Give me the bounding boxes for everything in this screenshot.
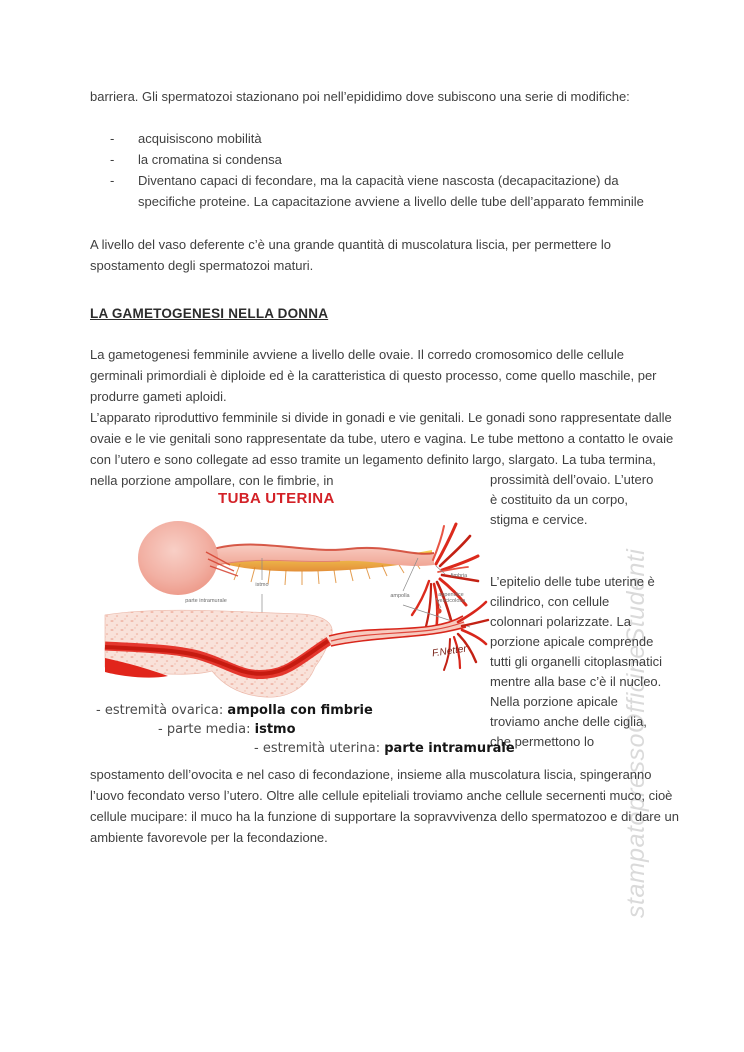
figure-title: TUBA UTERINA — [218, 490, 335, 507]
caption-prefix: - parte media: — [158, 722, 255, 737]
watermark-text: stampatopressoOfficineStudenti — [622, 548, 650, 918]
bullet-text: acquisiscono mobilità — [138, 131, 262, 146]
figure-label-ampolla: ampolla — [390, 593, 410, 599]
caption-term: istmo — [254, 722, 296, 737]
figure-label-appendice-vescicolosa: appendice vescicolosa — [436, 592, 466, 604]
paragraph-epididimo: barriera. Gli spermatozoi stazionano poi nell’epididimo dove subiscono una serie di modifiche: — [90, 89, 630, 104]
figure-captions — [96, 701, 515, 758]
bullet-list — [90, 128, 650, 212]
caption-prefix: - estremità uterina: — [254, 741, 385, 756]
caption-parte-media — [158, 720, 515, 739]
paragraph-gametogenesi — [90, 344, 676, 491]
list-item — [90, 149, 650, 170]
paragraph-vaso-deferente: A livello del vaso deferente c’è una grande quantità di muscolatura liscia, per permettere lo spostamento degli spermatozoi maturi. — [90, 237, 612, 273]
caption-prefix: - estremità ovarica: — [96, 703, 228, 718]
bullet-text: Diventano capaci di fecondare, ma la capacità viene nascosta (decapacitazione) da specifiche proteine. La capacitazione avviene a livello delle tube dell’apparato femminile — [138, 173, 644, 209]
figure-label-fimbria: fimbria — [450, 573, 468, 579]
paragraph-fecondazione: spostamento dell’ovocita e nel caso di fecondazione, insieme alla muscolatura liscia, spingeranno l’uovo fecondato verso l’utero. Oltre alle cellule epiteliali troviamo anche cellule secernenti muco, cioè cellule mucipare: il muco ha la funzione di supportare la sopravvivenza dello spermatozoo e di dare un ambiente favorevole per la fecondazione. — [90, 767, 679, 845]
paragraph-epitelio: L’epitelio delle tube uterine è cilindrico, con cellule colonnari polarizzate. La porzione apicale comprende tutti gli organelli citoplasmatici mentre alla base c’è il nucleo. Nella porzione apicale troviamo anche delle ciglia, che permettono lo — [490, 574, 662, 749]
figure-label-parte-intramurale: parte intramurale — [185, 598, 227, 604]
list-item — [90, 128, 650, 149]
paragraph-apparato: L’apparato riproduttivo femminile si divide in gonadi e vie genitali. Le gonadi sono rappresentate dalle ovaie e le vie genitali sono rappresentate da tube, utero e vagina. Le tube mettono a contatto le ovaie con l’utero e sono collegate ad esso tramite un legamento definito largo, slargato. La tuba termina, nella porzione ampollare, con le fimbrie, in — [90, 410, 674, 488]
illustrator-signature: F.Netter — [431, 643, 468, 660]
caption-term: parte intramurale — [384, 741, 515, 756]
tuba-uterina-illustration — [100, 510, 490, 705]
tuba-uterina-figure — [100, 488, 495, 703]
bullet-marker: - — [110, 131, 115, 146]
bullet-text: la cromatina si condensa — [138, 152, 282, 167]
section-heading: LA GAMETOGENESI NELLA DONNA — [90, 306, 329, 321]
figure-label-istmo: istmo — [255, 582, 269, 588]
caption-estremita-ovarica — [96, 701, 515, 720]
bullet-marker: - — [110, 173, 115, 188]
bullet-marker: - — [110, 152, 115, 167]
paragraph-utero: prossimità dell’ovaio. L’utero è costituito da un corpo, stigma e cervice. — [490, 472, 654, 527]
caption-estremita-uterina — [254, 739, 515, 758]
list-item — [90, 170, 650, 212]
caption-term: ampolla con fimbrie — [227, 703, 373, 718]
paragraph-gametogenesi-a: La gametogenesi femminile avviene a livello delle ovaie. Il corredo cromosomico delle cellule germinali primordiali è diploide ed è la caratteristica di questo processo, come quello maschile, per produrre gameti aploidi. — [90, 347, 657, 404]
